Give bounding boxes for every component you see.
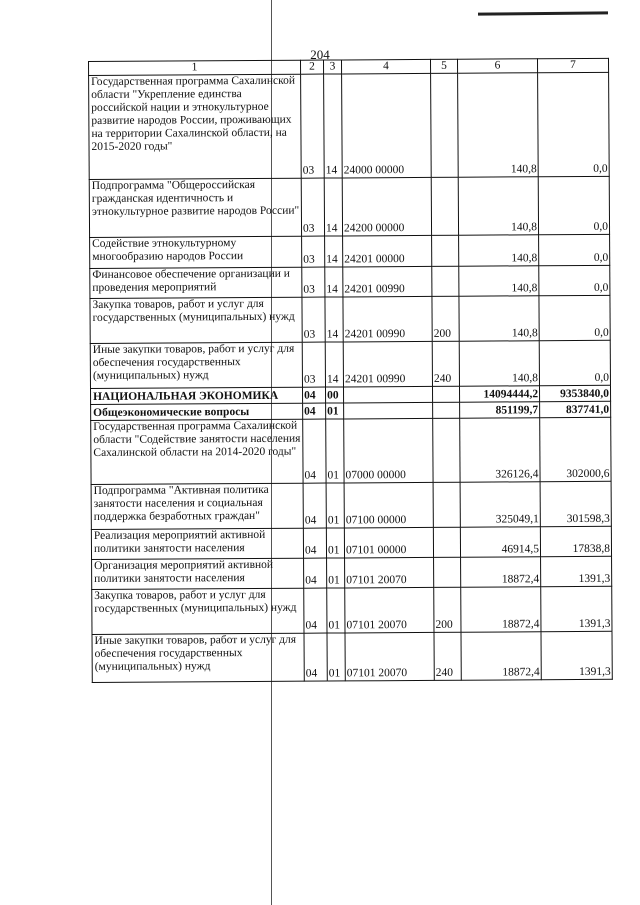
cell-target-article: 24200 00000: [342, 177, 431, 236]
row-name: Общеэкономические вопросы: [91, 403, 303, 420]
col-header: 1: [89, 60, 301, 75]
cell-section: 04: [302, 387, 325, 403]
cell-amount-6: 140,8: [458, 73, 539, 177]
cell-amount-7: 0,0: [539, 234, 610, 265]
cell-section: 04: [304, 588, 327, 633]
cell-subsection: 14: [324, 74, 343, 178]
cell-target-article: 24201 00000: [343, 235, 432, 267]
table-row: [92, 586, 612, 634]
cell-expense-type: 240: [434, 632, 461, 680]
cell-expense-type: [433, 418, 460, 482]
cell-amount-6: 140,8: [459, 235, 539, 266]
cell-expense-type: [431, 177, 458, 235]
table-row: [89, 176, 609, 237]
cell-amount-7: 1391,3: [541, 556, 612, 586]
cell-subsection: 01: [326, 483, 344, 528]
cell-amount-6: 140,8: [459, 341, 539, 386]
cell-amount-7: 17838,8: [540, 526, 611, 556]
row-name: Подпрограмма "Активная политика занятости населения и социальная поддержка безработных граждан": [91, 483, 303, 529]
cell-target-article: 07101 20070: [345, 632, 434, 681]
cell-target-article: 07101 20070: [345, 557, 434, 588]
cell-subsection: 01: [327, 588, 345, 633]
cell-subsection: 01: [327, 558, 345, 588]
table-row: [91, 417, 611, 484]
cell-amount-6: 325049,1: [460, 482, 540, 527]
cell-section: 04: [304, 558, 327, 588]
col-header: 6: [457, 59, 537, 73]
cell-expense-type: [433, 527, 460, 557]
cell-target-article: 24201 00990: [343, 341, 432, 387]
cell-amount-6: 140,8: [459, 266, 539, 296]
row-name: Закупка товаров, работ и услуг для государственных (муниципальных) нужд: [90, 297, 302, 343]
cell-target-article: [344, 402, 433, 419]
cell-subsection: 14: [325, 342, 343, 387]
cell-amount-7: 0,0: [538, 72, 610, 176]
cell-amount-7: 0,0: [539, 265, 610, 295]
cell-target-article: 07100 00000: [344, 482, 433, 528]
row-name: Государственная программа Сахалинской области "Укрепление единства российской нации и этнокультурное развитие народов России, проживающих на территории Сахалинской области, на 2015-2020 годы": [89, 74, 302, 179]
cell-section: 04: [303, 403, 326, 419]
cell-amount-7: 0,0: [539, 340, 610, 385]
page-number: 204: [310, 47, 330, 62]
cell-expense-type: [433, 482, 460, 527]
cell-amount-7: 9353840,0: [539, 385, 610, 401]
cell-expense-type: 200: [434, 587, 461, 632]
row-name: Содействие этнокультурному многообразию народов России: [90, 236, 302, 268]
table-row: [90, 234, 610, 268]
col-header: 5: [430, 59, 457, 73]
cell-expense-type: [432, 386, 459, 402]
row-name: НАЦИОНАЛЬНАЯ ЭКОНОМИКА: [91, 387, 303, 404]
cell-section: 04: [303, 528, 326, 558]
col-header: 4: [341, 59, 430, 74]
cell-subsection: 01: [326, 403, 344, 419]
cell-section: 04: [303, 483, 326, 528]
row-name: Государственная программа Сахалинской области "Содействие занятости населения Сахалинской области на 2014-2020 годы": [91, 419, 303, 484]
cell-subsection: 01: [327, 633, 345, 681]
row-name: Иные закупки товаров, работ и услуг для обеспечения государственных (муниципальных) нужд: [92, 633, 304, 682]
budget-table-container: [88, 58, 612, 683]
row-name: Иные закупки товаров, работ и услуг для обеспечения государственных (муниципальных) нужд: [90, 342, 302, 388]
cell-subsection: 00: [325, 387, 343, 403]
cell-target-article: [343, 386, 432, 403]
cell-amount-7: 1391,3: [541, 631, 612, 679]
cell-amount-7: 301598,3: [540, 481, 611, 526]
cell-expense-type: [431, 73, 459, 177]
cell-amount-7: 0,0: [539, 295, 610, 340]
row-name: Финансовое обеспечение организации и проведения мероприятий: [90, 267, 302, 298]
table-row: [90, 265, 610, 298]
table-row: [92, 631, 612, 682]
cell-expense-type: 200: [432, 296, 459, 341]
table-row: [92, 556, 612, 589]
cell-section: 03: [302, 297, 325, 342]
budget-table: [88, 58, 613, 683]
top-rule-mark: [478, 11, 608, 15]
cell-target-article: 07101 00000: [344, 527, 433, 558]
row-name: Подпрограмма "Общероссийская гражданская идентичность и этнокультурное развитие народов России": [89, 178, 301, 237]
cell-target-article: 07101 20070: [345, 587, 434, 633]
col-header: 3: [323, 60, 341, 74]
table-row: [90, 340, 610, 388]
cell-expense-type: [432, 266, 459, 296]
cell-section: 03: [302, 236, 325, 267]
cell-amount-7: 1391,3: [541, 586, 612, 631]
cell-amount-6: 140,8: [458, 177, 538, 235]
cell-subsection: 14: [324, 178, 342, 236]
cell-amount-6: 326126,4: [460, 418, 540, 482]
cell-target-article: 24000 00000: [342, 73, 432, 178]
cell-amount-7: 837741,0: [540, 401, 611, 417]
cell-section: 03: [302, 267, 325, 297]
cell-expense-type: 240: [432, 341, 459, 386]
cell-subsection: 01: [326, 419, 344, 483]
cell-amount-6: 18872,4: [461, 632, 541, 680]
cell-subsection: 01: [326, 528, 344, 558]
table-row: [89, 72, 610, 179]
row-name: Закупка товаров, работ и услуг для государственных (муниципальных) нужд: [92, 588, 304, 634]
cell-amount-6: 18872,4: [461, 557, 541, 587]
cell-section: 03: [301, 178, 324, 236]
cell-amount-7: 302000,6: [540, 417, 611, 481]
cell-section: 04: [304, 633, 327, 681]
cell-amount-6: 18872,4: [461, 587, 541, 632]
cell-section: 03: [301, 74, 325, 178]
cell-expense-type: [434, 557, 461, 587]
row-name: Реализация мероприятий активной политики занятости населения: [91, 528, 303, 559]
cell-target-article: 07000 00000: [344, 418, 433, 483]
cell-expense-type: [433, 402, 460, 418]
cell-amount-7: 0,0: [538, 176, 609, 234]
cell-amount-6: 46914,5: [460, 527, 540, 557]
col-header: 7: [537, 58, 608, 72]
cell-target-article: 24201 00990: [343, 266, 432, 297]
cell-amount-6: 851199,7: [460, 402, 540, 418]
cell-expense-type: [432, 235, 459, 266]
table-row: [90, 295, 610, 343]
cell-section: 04: [303, 419, 326, 483]
table-row: [91, 481, 611, 529]
row-name: Организация мероприятий активной политики занятости населения: [92, 558, 304, 589]
cell-amount-6: 140,8: [459, 296, 539, 341]
cell-subsection: 14: [325, 236, 343, 267]
cell-subsection: 14: [325, 297, 343, 342]
cell-subsection: 14: [325, 267, 343, 297]
cell-target-article: 24201 00990: [343, 296, 432, 342]
col-header: 2: [300, 60, 323, 74]
cell-section: 03: [302, 342, 325, 387]
table-row: [91, 526, 611, 559]
cell-amount-6: 14094444,2: [459, 386, 539, 402]
